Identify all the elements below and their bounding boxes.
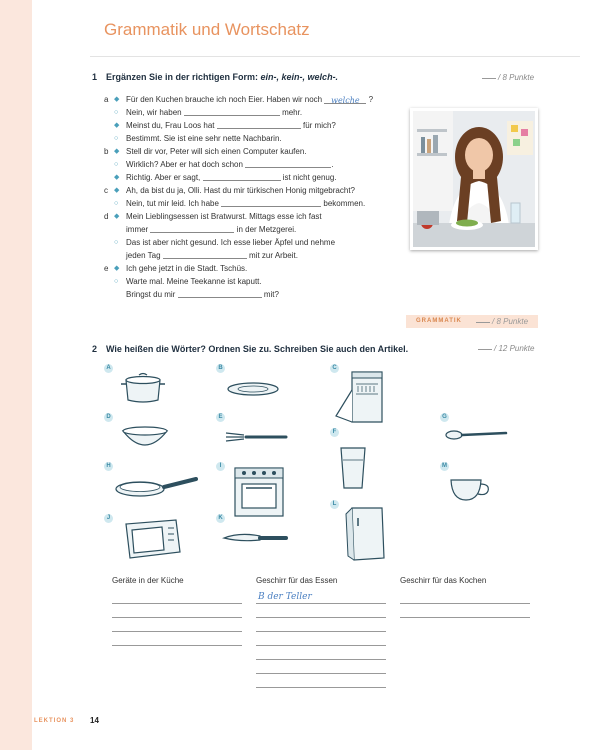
- item-letter-badge: F: [330, 428, 339, 437]
- column-heading-geschirr-kochen: Geschirr für das Kochen: [400, 576, 487, 585]
- writing-line[interactable]: [256, 631, 386, 632]
- exercise-2-points: / 12 Punkte: [478, 344, 534, 353]
- instruction-text: Wie heißen die Wörter? Ordnen Sie zu. Schreiben Sie auch den Artikel.: [106, 344, 409, 354]
- cup-item: [440, 462, 500, 507]
- item-letter-badge: B: [216, 364, 225, 373]
- fridge-item: [330, 500, 390, 564]
- bowl-item: [104, 413, 164, 458]
- answer-field[interactable]: [203, 172, 281, 181]
- item-letter-badge: K: [216, 514, 225, 523]
- pot-icon: [120, 370, 166, 406]
- exercise-number: 2: [92, 344, 98, 354]
- answer-field[interactable]: [150, 224, 234, 233]
- photo-illustration: [413, 111, 535, 247]
- stove-item: [216, 462, 288, 518]
- writing-line[interactable]: [112, 617, 242, 618]
- item-letter-badge: L: [330, 500, 339, 509]
- item-letter-badge: H: [104, 462, 113, 471]
- writing-line[interactable]: [256, 603, 386, 604]
- item-letter-badge: G: [440, 413, 449, 422]
- answer-field[interactable]: [221, 198, 321, 207]
- item-letter-badge: M: [442, 463, 447, 469]
- knife-icon: [222, 530, 288, 546]
- plate-item: [216, 364, 276, 409]
- knife-item: [216, 514, 288, 559]
- pot-item: [104, 364, 164, 409]
- answer-field[interactable]: [324, 95, 366, 104]
- fork-item: [216, 413, 288, 458]
- microwave-item: [104, 514, 184, 564]
- grammatik-points: / 8 Punkte: [476, 315, 528, 328]
- stove-icon: [232, 464, 286, 518]
- glass-icon: [338, 446, 368, 490]
- dishwasher-item: [330, 364, 390, 426]
- exercise-1-heading: [92, 72, 338, 82]
- page-number: 14: [90, 716, 99, 725]
- writing-line[interactable]: [256, 659, 386, 660]
- pan-icon: [114, 474, 198, 500]
- item-letter-badge: J: [104, 514, 113, 523]
- column-heading-geschirr-essen: Geschirr für das Essen: [256, 576, 338, 585]
- grammatik-label: GRAMMATIK: [416, 318, 462, 324]
- bowl-icon: [120, 425, 170, 455]
- section-title: Grammatik und Wortschatz: [104, 20, 310, 39]
- glass-item: [330, 428, 390, 490]
- microwave-icon: [120, 518, 182, 562]
- fridge-icon: [344, 504, 388, 562]
- item-letter-badge: C: [330, 364, 339, 373]
- woman-in-kitchen-photo: [410, 108, 538, 250]
- grammatik-score-box: [406, 315, 538, 328]
- item-letter-badge: I: [216, 462, 225, 471]
- exercise-2-heading: [92, 344, 408, 354]
- answer-field[interactable]: [178, 289, 262, 298]
- writing-line[interactable]: [112, 603, 242, 604]
- spoon-icon: [444, 427, 508, 443]
- writing-line[interactable]: [400, 603, 530, 604]
- exercise-number: 1: [92, 72, 98, 82]
- handwritten-sample-answer: B der Teller: [258, 592, 312, 602]
- lesson-label: LEKTION 3: [34, 718, 75, 724]
- writing-line[interactable]: [256, 645, 386, 646]
- title-divider: [90, 56, 580, 57]
- writing-line[interactable]: [256, 617, 386, 618]
- writing-line[interactable]: [112, 645, 242, 646]
- writing-line[interactable]: [400, 617, 530, 618]
- answer-field[interactable]: [163, 250, 247, 259]
- writing-line[interactable]: [256, 673, 386, 674]
- fork-icon: [224, 429, 288, 445]
- plate-icon: [226, 378, 280, 400]
- handwritten-answer: welche: [331, 96, 360, 105]
- instruction-forms: ein-, kein-, welch-.: [260, 72, 339, 82]
- item-letter-badge: A: [104, 364, 113, 373]
- answer-field[interactable]: [217, 120, 301, 129]
- item-letter-badge: E: [216, 413, 225, 422]
- item-letter-badge: D: [104, 413, 113, 422]
- dishwasher-icon: [334, 370, 384, 426]
- column-heading-geraete: Geräte in der Küche: [112, 576, 184, 585]
- page-margin-strip: [0, 0, 32, 750]
- answer-field[interactable]: [184, 107, 280, 116]
- spoon-item: [440, 413, 512, 458]
- writing-line[interactable]: [256, 687, 386, 688]
- pan-item: [104, 462, 196, 507]
- instruction-text: Ergänzen Sie in der richtigen Form:: [106, 72, 259, 82]
- answer-field[interactable]: [245, 159, 331, 168]
- exercise-1-points: / 8 Punkte: [482, 73, 534, 82]
- writing-line[interactable]: [112, 631, 242, 632]
- cup-icon: [448, 476, 492, 504]
